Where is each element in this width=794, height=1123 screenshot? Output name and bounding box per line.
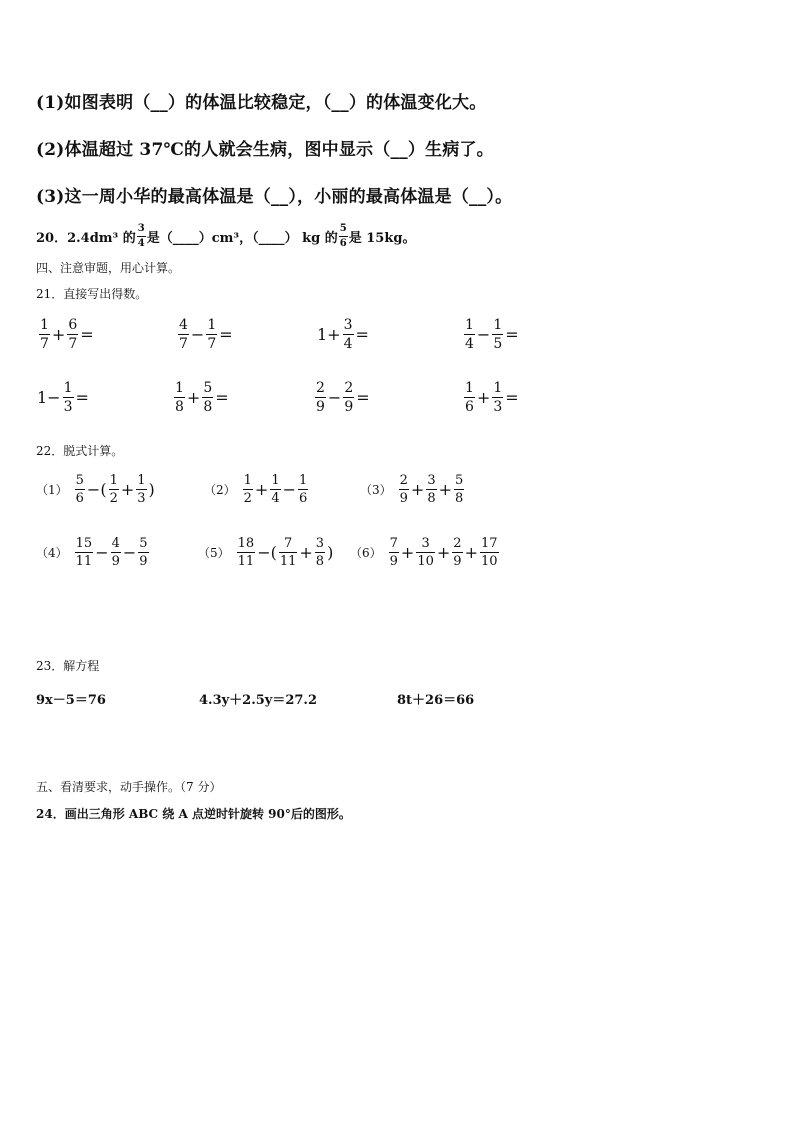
q23-equation-3: 8t＋26＝66 xyxy=(397,693,475,708)
q21-item-4: $\frac{1}{4}$ − $\frac{1}{5}$ = xyxy=(465,317,519,352)
q19-line-1: (1)如图表明（__）的体温比较稳定，（__）的体温变化大。 xyxy=(36,93,487,113)
q22-expr-2: （2） $\frac{1}{2}$ + $\frac{1}{4}$ − $\frac{1}{6}$ xyxy=(204,473,308,506)
q22-expr-5: （5） $\frac{18}{11}$ −( $\frac{7}{11}$ + $\frac{3}{8}$ ) xyxy=(198,536,334,569)
q21-item-7: $\frac{2}{9}$ − $\frac{2}{9}$ = xyxy=(316,380,370,415)
q21-item-8: $\frac{1}{6}$ + $\frac{1}{3}$ = xyxy=(465,380,519,415)
q21-item-1: $\frac{1}{7}$ + $\frac{6}{7}$ = xyxy=(40,317,94,352)
section-5-heading: 五、看清要求，动手操作。（7 分） xyxy=(36,780,222,794)
section-4-heading: 四、注意审题，用心计算。 xyxy=(36,261,181,275)
q23-title: 23．解方程 xyxy=(36,659,100,673)
q21-item-3: 1+ $\frac{3}{4}$ = xyxy=(317,317,369,352)
q21-item-6: $\frac{1}{8}$ + $\frac{5}{8}$ = xyxy=(175,380,229,415)
q22-expr-3: （3） $\frac{2}{9}$ + $\frac{3}{8}$ + $\frac{5}{8}$ xyxy=(360,473,464,506)
q19-line-2: (2)体温超过 37℃的人就会生病，图中显示（__）生病了。 xyxy=(36,140,494,160)
q22-expr-4: （4） $\frac{15}{11}$ − $\frac{4}{9}$ − $\frac{5}{9}$ xyxy=(36,536,148,569)
q22-title: 22．脱式计算。 xyxy=(36,444,124,458)
q20-part1: 20．2.4dm³ 的 xyxy=(36,231,136,246)
q22-expr-1: （1） $\frac{5}{6}$ −( $\frac{1}{2}$ + $\frac{1}{3}$ ) xyxy=(36,473,155,506)
q21-title: 21．直接写出得数。 xyxy=(36,287,148,301)
q22-expr-6: （6） $\frac{7}{9}$ + $\frac{3}{10}$ + $\frac{2}{9}$ + $\frac{17}{10}$ xyxy=(350,536,498,569)
q19-line-3: (3)这一周小华的最高体温是（__），小丽的最高体温是（__）。 xyxy=(36,187,513,207)
q21-item-2: $\frac{4}{7}$ − $\frac{1}{7}$ = xyxy=(179,317,233,352)
q20-part2: 是（____）cm³，（____） kg 的 xyxy=(146,231,338,246)
q20-fraction-1: $\frac{3}{4}$ xyxy=(137,223,145,249)
q23-equation-2: 4.3y＋2.5y＝27.2 xyxy=(199,693,318,708)
q20-part3: 是 15kg。 xyxy=(348,231,416,246)
q24-text: 24．画出三角形 ABC 绕 A 点逆时针旋转 90°后的图形。 xyxy=(36,807,351,821)
q20-fraction-2: $\frac{5}{6}$ xyxy=(339,223,347,249)
q21-item-5: 1− $\frac{1}{3}$ = xyxy=(37,380,89,415)
q20 xyxy=(36,224,415,249)
q23-equation-1: 9x－5＝76 xyxy=(36,693,106,708)
